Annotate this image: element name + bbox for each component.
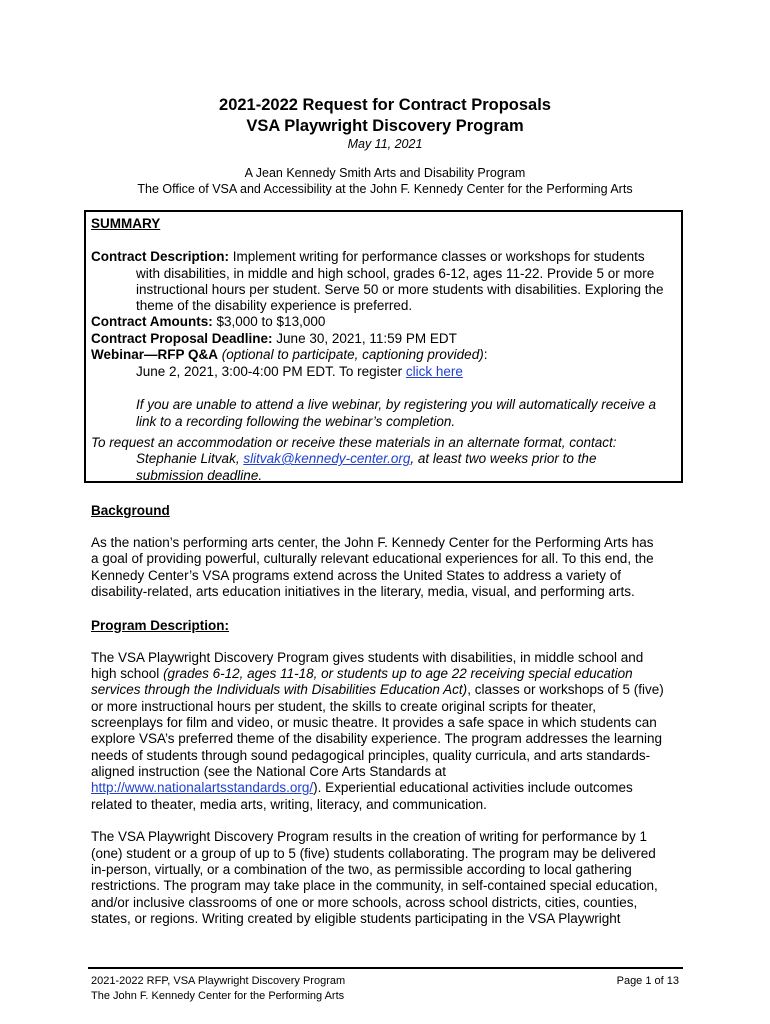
program-line: and/or inclusive classrooms of one or more schools, across school districts, cities, counties, xyxy=(91,895,638,910)
footer-program: 2021-2022 RFP, VSA Playwright Discovery Program xyxy=(91,975,346,987)
program-title: VSA Playwright Discovery Program xyxy=(246,117,524,135)
contract-amounts-label: Contract Amounts: xyxy=(91,314,213,329)
register-link[interactable]: click here xyxy=(405,364,463,379)
program-line: aligned instruction (see the National Core Arts Standards at xyxy=(91,764,446,779)
accommodation-deadline: submission deadline. xyxy=(136,468,263,483)
webinar-colon: : xyxy=(483,347,488,362)
program-line: related to theater, media arts, writing, literacy, and communication. xyxy=(91,797,487,812)
program-line: needs of students through sound pedagogical principles, quality curricula, and arts standards- xyxy=(91,748,651,763)
program-line: restrictions. The program may take place in the community, in self-contained special education, xyxy=(91,878,658,893)
contract-amounts-value: $3,000 to $13,000 xyxy=(212,314,326,329)
page-number: Page 1 of 13 xyxy=(616,975,679,987)
background-line: a goal of providing powerful, culturally relevant educational experiences for all. To this end, the xyxy=(91,551,654,566)
document-date: May 11, 2021 xyxy=(347,137,423,151)
background-line: disability-related, arts education initiatives in the literary, media, visual, and performing arts. xyxy=(91,584,635,599)
contract-description-label: Contract Description: xyxy=(91,249,230,264)
accommodation-contact xyxy=(136,450,596,467)
webinar-info xyxy=(91,346,487,363)
contract-amounts xyxy=(91,313,325,330)
program-line: The VSA Playwright Discovery Program gives students with disabilities, in middle school and xyxy=(91,650,644,665)
subtitle-office: The Office of VSA and Accessibility at the John F. Kennedy Center for the Performing Arts xyxy=(137,182,633,196)
program-line: The VSA Playwright Discovery Program results in the creation of writing for performance by 1 xyxy=(91,829,647,844)
program-line xyxy=(91,682,664,698)
webinar-time: June 2, 2021, 3:00-4:00 PM EDT. To register xyxy=(136,364,406,379)
proposal-deadline-label: Contract Proposal Deadline: xyxy=(91,331,273,346)
webinar-label: Webinar—RFP Q&A xyxy=(91,347,219,362)
program-line: states, or regions. Writing created by eligible students participating in the VSA Playwright xyxy=(91,911,621,926)
subtitle-program: A Jean Kennedy Smith Arts and Disability Program xyxy=(244,166,526,180)
program-eligibility-text: services through the Individuals with Disabilities Education Act) xyxy=(91,682,468,697)
program-line: or more instructional hours per student, the skills to create original scripts for theater, xyxy=(91,699,596,714)
accommodation-note: To request an accommodation or receive these materials in an alternate format, contact: xyxy=(91,435,617,450)
document-title: 2021-2022 Request for Contract Proposals xyxy=(219,96,551,114)
background-line: Kennedy Center’s VSA programs extend across the United States to address a variety of xyxy=(91,568,622,583)
contract-description-line: with disabilities, in middle and high school, grades 6-12, ages 11-22. Provide 5 or more xyxy=(136,266,655,281)
proposal-deadline xyxy=(91,330,457,347)
program-line xyxy=(91,780,633,796)
contract-description-line: instructional hours per student. Serve 50 or more students with disabilities. Exploring the xyxy=(136,282,664,297)
webinar-note: (optional to participate, captioning provided) xyxy=(218,347,484,362)
program-eligibility-text: (grades 6-12, ages 11-18, or students up to age 22 receiving special education xyxy=(163,666,633,681)
summary-box xyxy=(84,210,683,483)
program-line: screenplays for film and video, or music theatre. It provides a safe space in which students can xyxy=(91,715,657,730)
contract-description xyxy=(91,248,645,265)
program-line: (one) student or a group of up to 5 (five) students collaborating. The program may be delivered xyxy=(91,846,656,861)
contract-description-text: Implement writing for performance classes or workshops for students xyxy=(229,249,645,264)
contract-description-line: theme of the disability experience is preferred. xyxy=(136,298,413,313)
webinar-time-line xyxy=(136,363,463,380)
summary-heading: SUMMARY xyxy=(91,216,161,231)
recording-note: If you are unable to attend a live webinar, by registering you will automatically receive a xyxy=(136,397,657,412)
program-text: ). Experiential educational activities include outcomes xyxy=(313,780,633,795)
program-description-heading: Program Description: xyxy=(91,618,230,633)
background-line: As the nation’s performing arts center, the John F. Kennedy Center for the Performing Arts has xyxy=(91,535,654,550)
program-text: high school xyxy=(91,666,164,681)
proposal-deadline-value: June 30, 2021, 11:59 PM EDT xyxy=(272,331,457,346)
footer-divider xyxy=(88,967,683,969)
footer-organization: The John F. Kennedy Center for the Performing Arts xyxy=(91,990,345,1002)
contact-name: Stephanie Litvak, xyxy=(136,451,244,466)
program-line: explore VSA’s preferred theme of the disability experience. The program addresses the learning xyxy=(91,731,663,746)
program-line: in-person, virtually, or a combination of the two, as permissible according to local gathering xyxy=(91,862,632,877)
contact-email-link[interactable]: slitvak@kennedy-center.org xyxy=(243,451,411,466)
standards-link[interactable]: http://www.nationalartsstandards.org/ xyxy=(91,780,314,795)
contact-rest: , at least two weeks prior to the xyxy=(410,451,597,466)
background-heading: Background xyxy=(91,503,170,518)
program-line xyxy=(91,666,633,682)
recording-note-line: link to a recording following the webinar’s completion. xyxy=(136,414,456,429)
program-text: , classes or workshops of 5 (five) xyxy=(467,682,664,697)
